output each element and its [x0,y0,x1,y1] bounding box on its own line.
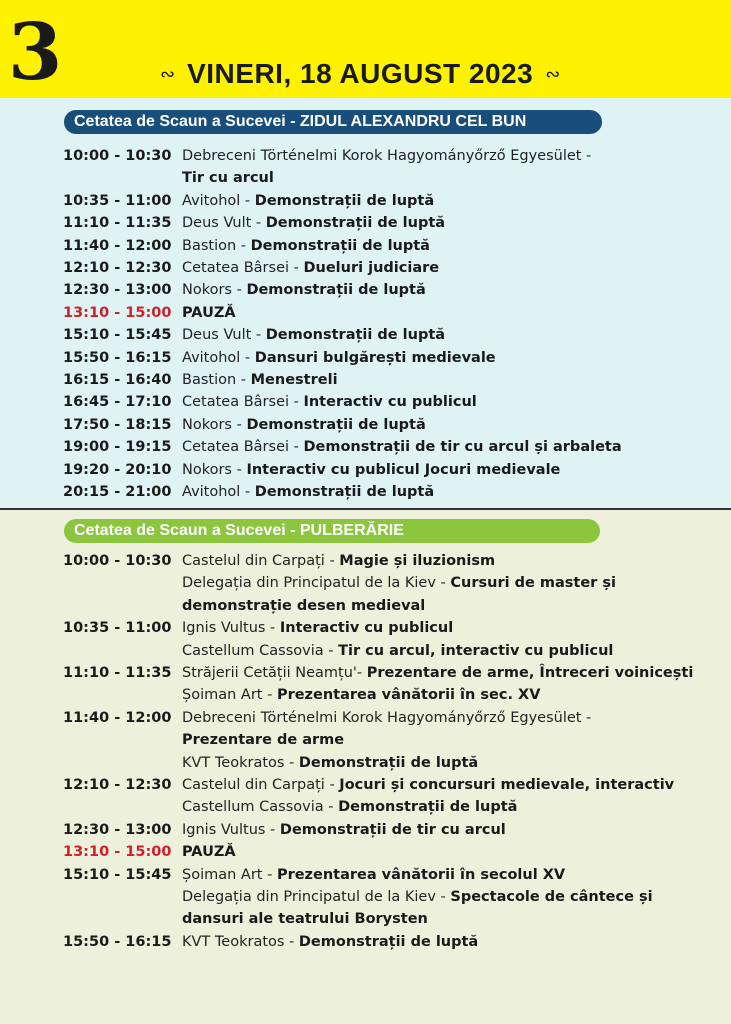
row-entry [182,729,344,751]
row-activity: Interactiv cu publicul Jocuri medievale [246,461,561,478]
row-entry [182,436,622,458]
row-time: 11:10 - 11:35 [63,215,172,232]
row-entry [182,595,425,617]
schedule-row [0,796,731,818]
row-organizer: Delegația din Principatul de la Kiev - [182,889,451,905]
row-entry [182,662,693,684]
row-time: 15:10 - 15:45 [63,327,172,344]
schedule-row [0,572,731,594]
schedule-row [0,931,731,953]
row-activity: Demonstrații de luptă [250,237,430,254]
row-activity: Dueluri judiciare [303,260,440,276]
row-activity: Demonstrații de luptă [265,327,446,344]
row-activity: Demonstrații de luptă [298,933,479,950]
schedule-row [0,436,731,458]
row-organizer: Nokors - [182,461,247,478]
row-entry [182,707,591,729]
row-time: 19:20 - 20:10 [63,461,172,478]
row-time: 13:10 - 15:00 [63,844,172,861]
row-activity: Demonstrații de tir cu arcul [279,821,506,838]
row-activity: Jocuri și concursuri medievale, interactiv [339,777,675,793]
section-title-pulberarie: Cetatea de Scaun a Sucevei - PULBERĂRIE [64,519,600,543]
schedule-row [0,819,731,841]
row-entry [182,459,560,481]
row-entry [182,481,434,503]
row-organizer: Avitohol - [182,349,255,366]
schedule-row [0,864,731,886]
date-line [160,54,560,94]
row-organizer: Debreceni Történelmi Korok Hagyományőrző Egyesület - [182,148,592,164]
schedule-row [0,908,731,930]
row-organizer: Ignis Vultus - [182,620,280,637]
row-entry [182,796,517,818]
row-entry [182,145,591,167]
row-activity: demonstrație desen medieval [182,597,426,614]
schedule-row [0,662,731,684]
ornament-right-icon: ∾ [545,63,561,85]
row-time: 16:15 - 16:40 [63,372,172,388]
ornament-left-icon: ∾ [160,63,176,85]
row-time: 11:10 - 11:35 [63,665,172,681]
schedule-row [0,617,731,639]
row-time: 20:15 - 21:00 [63,484,172,500]
row-organizer: Străjerii Cetății Neamțu'- [182,665,367,681]
row-organizer: KVT Teokratos - [182,933,299,950]
date-title: VINERI, 18 AUGUST 2023 [187,58,534,89]
row-time: 11:40 - 12:00 [63,237,172,254]
schedule-row [0,167,731,189]
schedule-row [0,707,731,729]
section-title-zidul: Cetatea de Scaun a Sucevei - ZIDUL ALEXANDRU CEL BUN [64,110,602,134]
schedule-row [0,684,731,706]
row-organizer: Bastion - [182,237,251,254]
row-time: 16:45 - 17:10 [63,394,172,411]
row-time: 19:00 - 19:15 [63,439,172,456]
section-pulberarie [0,510,731,1024]
row-time: 10:00 - 10:30 [63,148,172,164]
schedule-row [0,279,731,301]
row-organizer: Delegația din Principatul de la Kiev - [182,575,451,592]
row-organizer: Castellum Cassovia - [182,799,339,816]
row-entry [182,414,426,436]
row-time: 12:10 - 12:30 [63,260,172,276]
row-time: 12:30 - 13:00 [63,821,172,838]
row-activity: Demonstrații de luptă [338,799,518,816]
schedule-row [0,640,731,662]
row-activity: Demonstrații de luptă [254,192,435,209]
row-entry [182,819,506,841]
row-activity: Menestreli [250,372,338,388]
row-entry [182,302,236,324]
row-entry [182,257,439,279]
row-organizer: Debreceni Történelmi Korok Hagyományőrző Egyesület - [182,709,592,726]
row-time: 10:35 - 11:00 [63,192,172,209]
row-activity: Tir cu arcul, interactiv cu publicul [338,642,614,659]
row-entry [182,212,445,234]
row-entry [182,324,445,346]
row-activity: Demonstrații de luptă [246,282,426,299]
row-entry [182,841,236,863]
schedule-row [0,481,731,503]
row-entry [182,864,565,886]
row-activity: Prezentarea vânătorii în secolul XV [276,866,566,883]
section-zidul [0,98,731,508]
schedule-row [0,369,731,391]
row-time: 12:30 - 13:00 [63,282,172,299]
row-activity: Cursuri de master și [450,575,616,592]
row-organizer: Nokors - [182,416,247,433]
row-activity: Dansuri bulgărești medievale [254,349,496,366]
row-organizer: Cetatea Bârsei - [182,394,304,411]
schedule-row [0,257,731,279]
row-entry [182,279,426,301]
row-activity: Demonstrații de luptă [265,215,446,232]
row-organizer: Castelul din Carpați - [182,553,340,569]
schedule-row [0,886,731,908]
row-activity: Demonstrații de luptă [254,484,435,500]
row-organizer: KVT Teokratos - [182,754,299,771]
schedule-row [0,235,731,257]
row-organizer: Șoiman Art - [182,687,277,704]
day-number: 3 [8,7,63,98]
row-activity: Tir cu arcul [182,170,274,187]
row-activity: Demonstrații de tir cu arcul și arbaleta [303,439,622,456]
row-activity: Interactiv cu publicul [303,394,477,411]
row-activity: PAUZĂ [182,844,236,861]
row-activity: Interactiv cu publicul [279,620,454,637]
row-time: 15:50 - 16:15 [63,349,172,366]
schedule-row [0,347,731,369]
row-entry [182,640,613,662]
row-organizer: Castellum Cassovia - [182,642,339,659]
schedule-row [0,752,731,774]
row-entry [182,190,434,212]
row-entry [182,752,478,774]
schedule-row [0,550,731,572]
row-activity: Prezentarea vânătorii în sec. XV [276,687,541,704]
row-entry [182,347,496,369]
row-time: 10:35 - 11:00 [63,620,172,637]
row-time: 10:00 - 10:30 [63,553,172,569]
row-organizer: Deus Vult - [182,327,266,344]
row-organizer: Cetatea Bârsei - [182,260,304,276]
schedule-row [0,595,731,617]
row-entry [182,684,540,706]
row-activity: Demonstrații de luptă [298,754,479,771]
row-entry [182,550,495,572]
row-entry [182,617,453,639]
schedule-row [0,729,731,751]
row-time: 17:50 - 18:15 [63,416,172,433]
schedule-row [0,414,731,436]
row-organizer: Cetatea Bârsei - [182,439,304,456]
row-activity: Magie și iluzionism [339,553,496,569]
row-time: 15:50 - 16:15 [63,933,172,950]
row-activity: dansuri ale teatrului Borysten [182,911,428,928]
row-organizer: Ignis Vultus - [182,821,280,838]
row-activity: Demonstrații de luptă [246,416,426,433]
schedule-row [0,841,731,863]
schedule-row [0,302,731,324]
row-entry [182,369,338,391]
row-entry [182,167,274,189]
schedule-row [0,774,731,796]
row-activity: PAUZĂ [182,304,236,321]
row-activity: Spectacole de cântece și [450,889,653,905]
row-entry [182,235,430,257]
row-organizer: Deus Vult - [182,215,266,232]
schedule-row [0,190,731,212]
row-time: 13:10 - 15:00 [63,304,172,321]
row-organizer: Avitohol - [182,192,255,209]
row-entry [182,931,478,953]
row-entry [182,908,428,930]
row-organizer: Nokors - [182,282,247,299]
schedule-row [0,212,731,234]
row-time: 15:10 - 15:45 [63,866,172,883]
header-banner [0,0,731,98]
row-time: 11:40 - 12:00 [63,709,172,726]
row-organizer: Bastion - [182,372,251,388]
schedule-row [0,391,731,413]
row-entry [182,886,653,908]
schedule-row [0,324,731,346]
schedule-row [0,145,731,167]
row-entry [182,572,616,594]
row-time: 12:10 - 12:30 [63,777,172,793]
row-activity: Prezentare de arme, Întreceri voinicești [366,665,694,681]
row-entry [182,774,674,796]
row-organizer: Avitohol - [182,484,255,500]
row-organizer: Șoiman Art - [182,866,277,883]
row-organizer: Castelul din Carpați - [182,777,340,793]
schedule-row [0,459,731,481]
row-entry [182,391,477,413]
row-activity: Prezentare de arme [182,732,345,749]
